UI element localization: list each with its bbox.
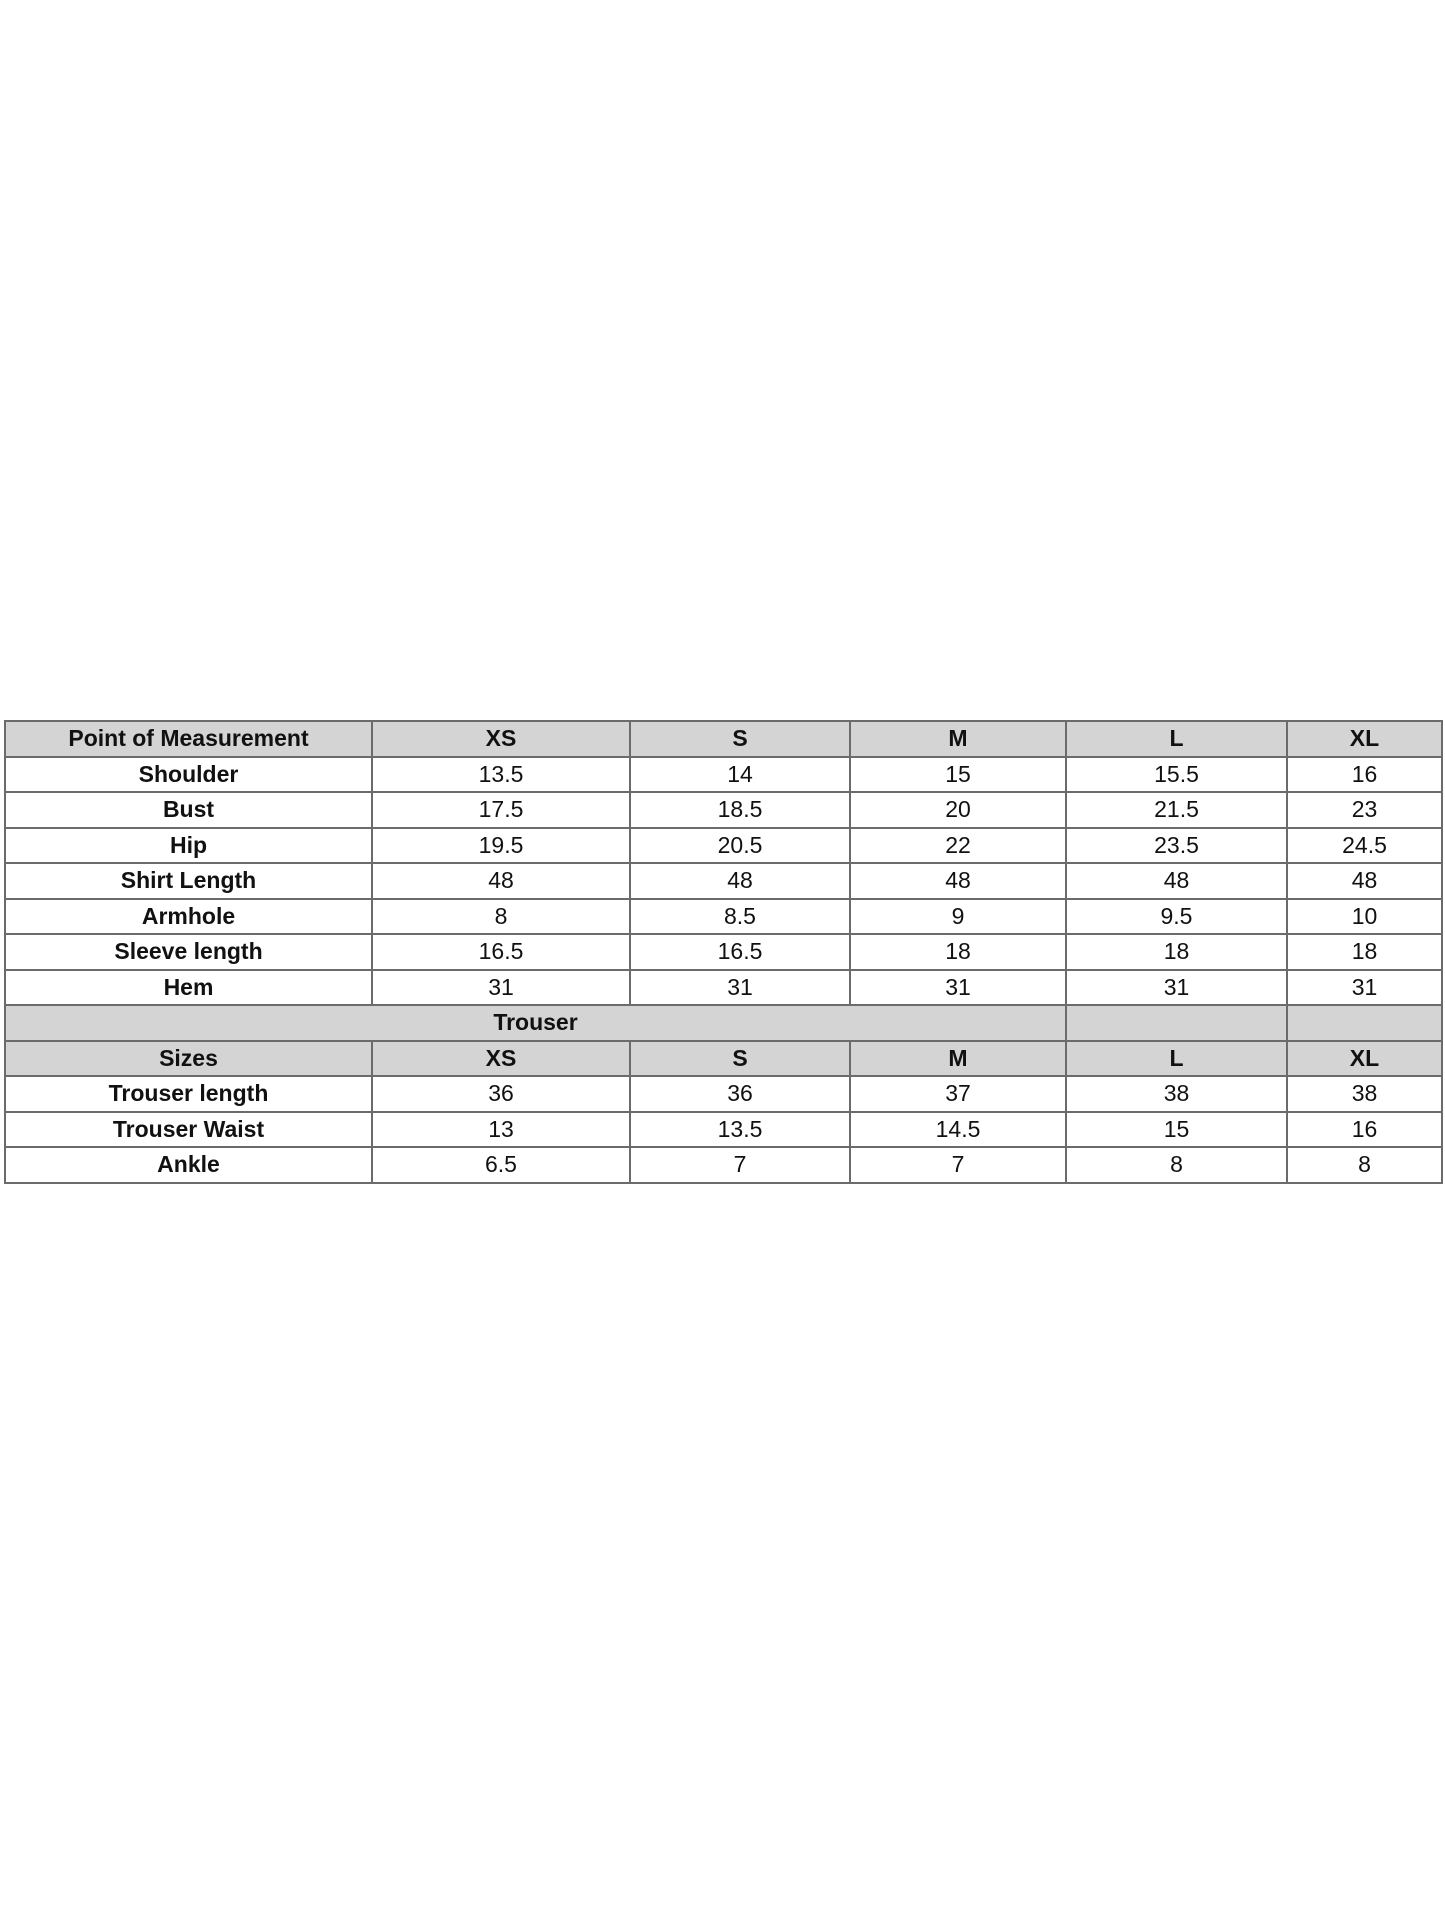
table-cell: 18 bbox=[1287, 934, 1442, 970]
table-cell: 38 bbox=[1287, 1076, 1442, 1112]
table-cell: 13 bbox=[372, 1112, 630, 1148]
table-row bbox=[5, 934, 1442, 970]
table-cell: 9.5 bbox=[1066, 899, 1287, 935]
row-label: Armhole bbox=[5, 899, 372, 935]
table-cell: 23 bbox=[1287, 792, 1442, 828]
table-cell: 10 bbox=[1287, 899, 1442, 935]
size-chart-table bbox=[4, 720, 1443, 1184]
table-cell: 31 bbox=[1287, 970, 1442, 1006]
table-cell: 16.5 bbox=[372, 934, 630, 970]
trouser-section-row bbox=[5, 1005, 1442, 1041]
row-label: Ankle bbox=[5, 1147, 372, 1183]
table-cell: 16 bbox=[1287, 1112, 1442, 1148]
header-cell: XS bbox=[372, 1041, 630, 1077]
table-cell: 48 bbox=[630, 863, 850, 899]
table-cell: 14.5 bbox=[850, 1112, 1066, 1148]
table-cell: 8 bbox=[1287, 1147, 1442, 1183]
table-cell: 36 bbox=[630, 1076, 850, 1112]
table-cell: 23.5 bbox=[1066, 828, 1287, 864]
table-cell: 36 bbox=[372, 1076, 630, 1112]
table-cell: 15 bbox=[1066, 1112, 1287, 1148]
table-cell: 31 bbox=[372, 970, 630, 1006]
table-cell: 48 bbox=[372, 863, 630, 899]
table-row bbox=[5, 828, 1442, 864]
table-cell: 20.5 bbox=[630, 828, 850, 864]
table-cell: 48 bbox=[1066, 863, 1287, 899]
header-cell: S bbox=[630, 1041, 850, 1077]
table-cell: 31 bbox=[850, 970, 1066, 1006]
table-cell: 15.5 bbox=[1066, 757, 1287, 793]
table-cell: 16.5 bbox=[630, 934, 850, 970]
table-row bbox=[5, 757, 1442, 793]
table-cell: 7 bbox=[850, 1147, 1066, 1183]
table-row bbox=[5, 792, 1442, 828]
row-label: Shirt Length bbox=[5, 863, 372, 899]
trouser-header-row bbox=[5, 1041, 1442, 1077]
section-empty-cell bbox=[1287, 1005, 1442, 1041]
table-cell: 31 bbox=[1066, 970, 1287, 1006]
table-cell: 22 bbox=[850, 828, 1066, 864]
header-cell: Point of Measurement bbox=[5, 721, 372, 757]
header-cell: XL bbox=[1287, 1041, 1442, 1077]
table-cell: 15 bbox=[850, 757, 1066, 793]
table-cell: 31 bbox=[630, 970, 850, 1006]
table-cell: 24.5 bbox=[1287, 828, 1442, 864]
row-label: Trouser Waist bbox=[5, 1112, 372, 1148]
table-row bbox=[5, 863, 1442, 899]
table-cell: 6.5 bbox=[372, 1147, 630, 1183]
table-cell: 8.5 bbox=[630, 899, 850, 935]
row-label: Bust bbox=[5, 792, 372, 828]
table-cell: 17.5 bbox=[372, 792, 630, 828]
header-cell: M bbox=[850, 721, 1066, 757]
section-empty-cell bbox=[1066, 1005, 1287, 1041]
row-label: Trouser length bbox=[5, 1076, 372, 1112]
shirt-header-row bbox=[5, 721, 1442, 757]
table-cell: 37 bbox=[850, 1076, 1066, 1112]
row-label: Shoulder bbox=[5, 757, 372, 793]
table-cell: 48 bbox=[1287, 863, 1442, 899]
table-row bbox=[5, 1147, 1442, 1183]
table-cell: 38 bbox=[1066, 1076, 1287, 1112]
header-cell: L bbox=[1066, 1041, 1287, 1077]
row-label: Sleeve length bbox=[5, 934, 372, 970]
table-cell: 20 bbox=[850, 792, 1066, 828]
row-label: Hem bbox=[5, 970, 372, 1006]
table-cell: 18 bbox=[850, 934, 1066, 970]
table-cell: 13.5 bbox=[630, 1112, 850, 1148]
row-label: Hip bbox=[5, 828, 372, 864]
table-cell: 8 bbox=[372, 899, 630, 935]
header-cell: XS bbox=[372, 721, 630, 757]
table-cell: 18.5 bbox=[630, 792, 850, 828]
table-cell: 9 bbox=[850, 899, 1066, 935]
header-cell: S bbox=[630, 721, 850, 757]
table-row bbox=[5, 1076, 1442, 1112]
header-cell: XL bbox=[1287, 721, 1442, 757]
table-cell: 18 bbox=[1066, 934, 1287, 970]
table-row bbox=[5, 899, 1442, 935]
table-cell: 19.5 bbox=[372, 828, 630, 864]
table-cell: 13.5 bbox=[372, 757, 630, 793]
section-title: Trouser bbox=[5, 1005, 1066, 1041]
table-cell: 16 bbox=[1287, 757, 1442, 793]
table-cell: 21.5 bbox=[1066, 792, 1287, 828]
header-cell: Sizes bbox=[5, 1041, 372, 1077]
table-cell: 8 bbox=[1066, 1147, 1287, 1183]
table-row bbox=[5, 1112, 1442, 1148]
table-cell: 7 bbox=[630, 1147, 850, 1183]
header-cell: M bbox=[850, 1041, 1066, 1077]
table-cell: 14 bbox=[630, 757, 850, 793]
header-cell: L bbox=[1066, 721, 1287, 757]
table-row bbox=[5, 970, 1442, 1006]
table-cell: 48 bbox=[850, 863, 1066, 899]
